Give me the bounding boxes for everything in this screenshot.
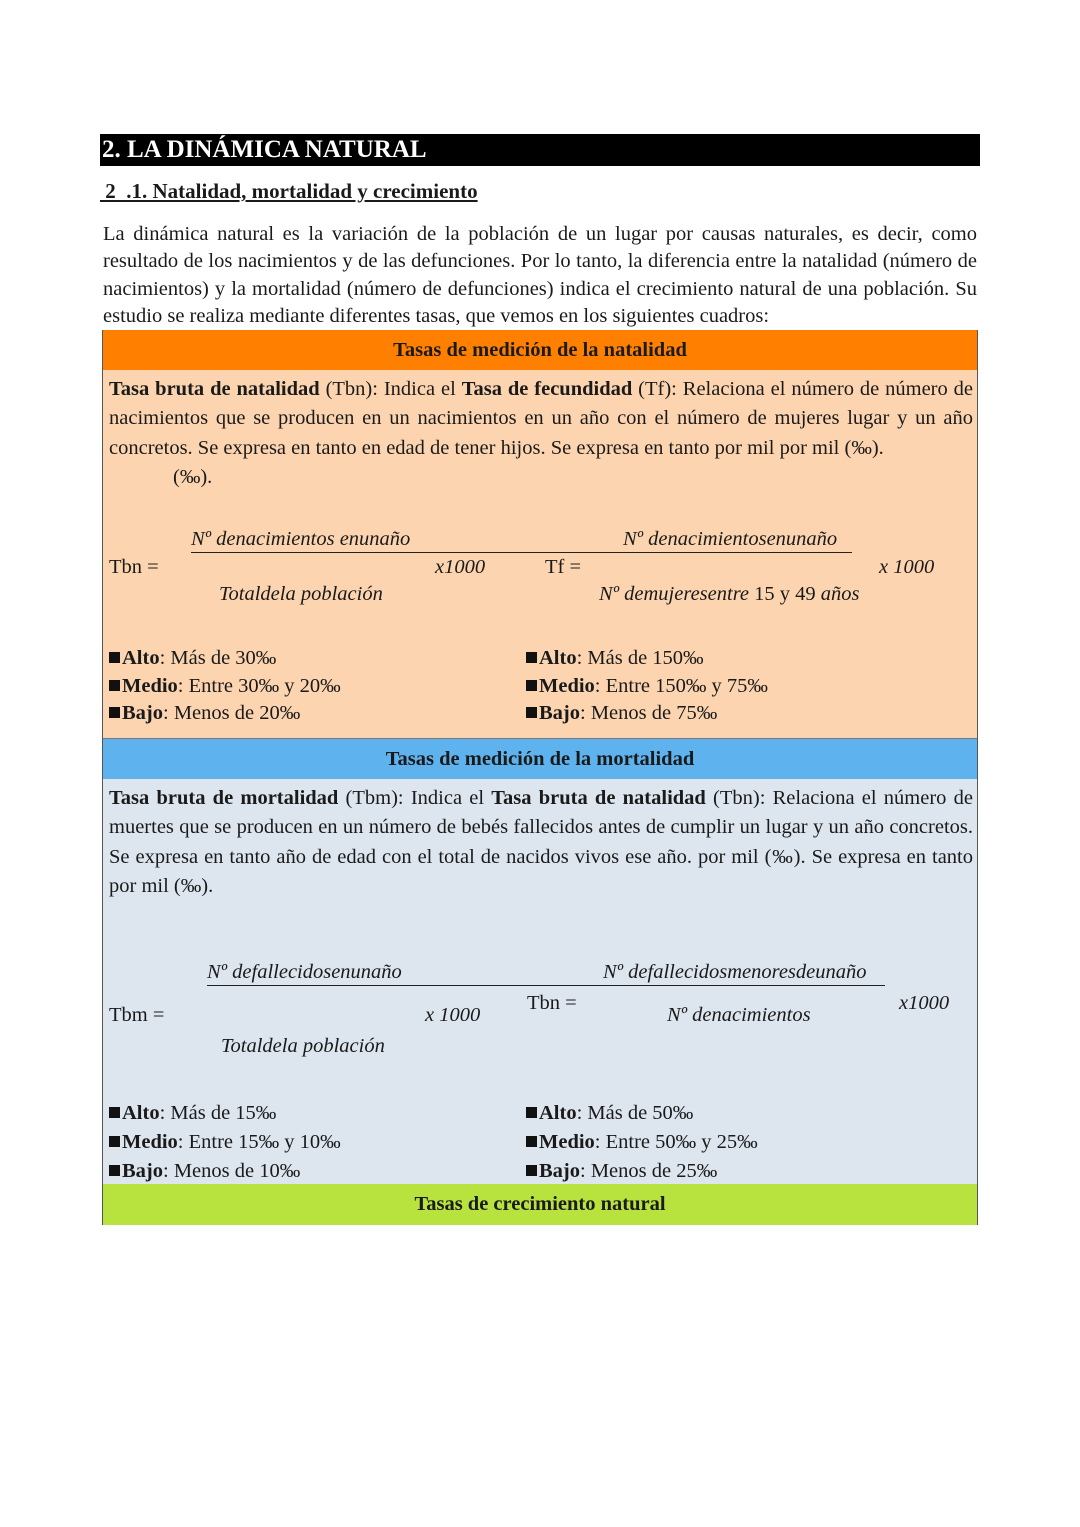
level-item: Bajo: Menos de 75‰ (526, 700, 768, 728)
level-item: Bajo: Menos de 25‰ (526, 1157, 758, 1186)
tbn-levels (109, 645, 341, 728)
tbm-levels (109, 1099, 341, 1186)
bullet-square-icon (109, 652, 120, 663)
tbm-fraction-line (207, 985, 519, 986)
level-item: Bajo: Menos de 20‰ (109, 700, 341, 728)
tmi-denominator: Nº denacimientos (667, 1004, 811, 1026)
mortalidad-description: Tasa bruta de mortalidad (Tbm): Indica el Tasa bruta de natalidad (Tbn): Relaciona el número de muertes que se producen en un número de bebés fallecidos antes de cumplir un lugar y un año concretos. Se expresa en tanto año de edad con el total de nacidos vivos ese año. por mil (‰). Se expresa en tanto por mil (‰). (109, 787, 973, 897)
intro-paragraph: La dinámica natural es la variación de la población de un lugar por causas naturales, es decir, como resultado de los nacimientos y de las defunciones. Por lo tanto, la diferencia entre la natalidad (número de nacimientos) y la mortalidad (número de defunciones) indica el crecimiento natural de una población. Su estudio se realiza mediante diferentes tasas, que vemos en los siguientes cuadros: (103, 223, 977, 327)
bullet-square-icon (526, 680, 537, 691)
mortalidad-header: Tasas de medición de la mortalidad (103, 738, 977, 780)
bullet-square-icon (109, 1165, 120, 1176)
bullet-square-icon (526, 1107, 537, 1118)
natalidad-header: Tasas de medición de la natalidad (103, 330, 977, 370)
bullet-square-icon (526, 1165, 537, 1176)
bullet-square-icon (526, 1136, 537, 1147)
crecimiento-header: Tasas de crecimiento natural (103, 1184, 977, 1225)
natalidad-panel (103, 370, 977, 738)
level-item: Medio: Entre 50‰ y 25‰ (526, 1128, 758, 1157)
section-title: 2. LA DINÁMICA NATURAL (100, 134, 980, 166)
level-item: Medio: Entre 150‰ y 75‰ (526, 673, 768, 701)
tbm-label: Tbm = (109, 1004, 165, 1026)
tmi-levels (526, 1099, 758, 1186)
tmi-fraction-line (519, 985, 885, 986)
level-item: Alto: Más de 150‰ (526, 645, 768, 673)
mortalidad-panel (103, 779, 977, 1184)
tbn-fraction-line (191, 552, 528, 553)
tf-multiplier: x 1000 (879, 556, 935, 578)
tf-denominator: Nº demujeresentre 15 y 49 años (599, 583, 860, 605)
subsection-title: 2 .1. Natalidad, mortalidad y crecimiento (100, 179, 478, 203)
level-item: Alto: Más de 30‰ (109, 645, 341, 673)
tbn-multiplier: x1000 (435, 556, 486, 578)
bullet-square-icon (109, 1136, 120, 1147)
tbn-numerator: Nº denacimientos enunaño (191, 528, 411, 550)
tmi-label: Tbn = (527, 992, 577, 1014)
level-item: Bajo: Menos de 10‰ (109, 1157, 341, 1186)
tbn-denominator: Totaldela población (219, 583, 383, 605)
tbm-denominator: Totaldela población (221, 1035, 385, 1057)
tbm-multiplier: x 1000 (425, 1004, 481, 1026)
tbm-numerator: Nº defallecidosenunaño (207, 961, 402, 983)
tmi-numerator: Nº defallecidosmenoresdeunaño (603, 961, 867, 983)
tbn-label: Tbn = (109, 556, 159, 578)
bullet-square-icon (526, 707, 537, 718)
level-item: Medio: Entre 15‰ y 10‰ (109, 1128, 341, 1157)
tf-label: Tf = (545, 556, 582, 578)
bullet-square-icon (109, 707, 120, 718)
bullet-square-icon (109, 1107, 120, 1118)
tf-numerator: Nº denacimientosenunaño (623, 528, 838, 550)
tmi-multiplier: x1000 (899, 992, 950, 1014)
rates-table (102, 330, 978, 1225)
level-item: Medio: Entre 30‰ y 20‰ (109, 673, 341, 701)
level-item: Alto: Más de 50‰ (526, 1099, 758, 1128)
tf-levels (526, 645, 768, 728)
natalidad-description: Tasa bruta de natalidad (Tbn): Indica el Tasa de fecundidad (Tf): Relaciona el número de número de nacimientos que se producen en un nacimientos en un año con el número de mujeres lugar y un año concretos. Se expresa en tanto en edad de tener hijos. Se expresa en tanto por mil por mil (‰). (‰). (109, 378, 973, 488)
level-item: Alto: Más de 15‰ (109, 1099, 341, 1128)
bullet-square-icon (109, 680, 120, 691)
bullet-square-icon (526, 652, 537, 663)
tf-fraction-line (528, 552, 852, 553)
